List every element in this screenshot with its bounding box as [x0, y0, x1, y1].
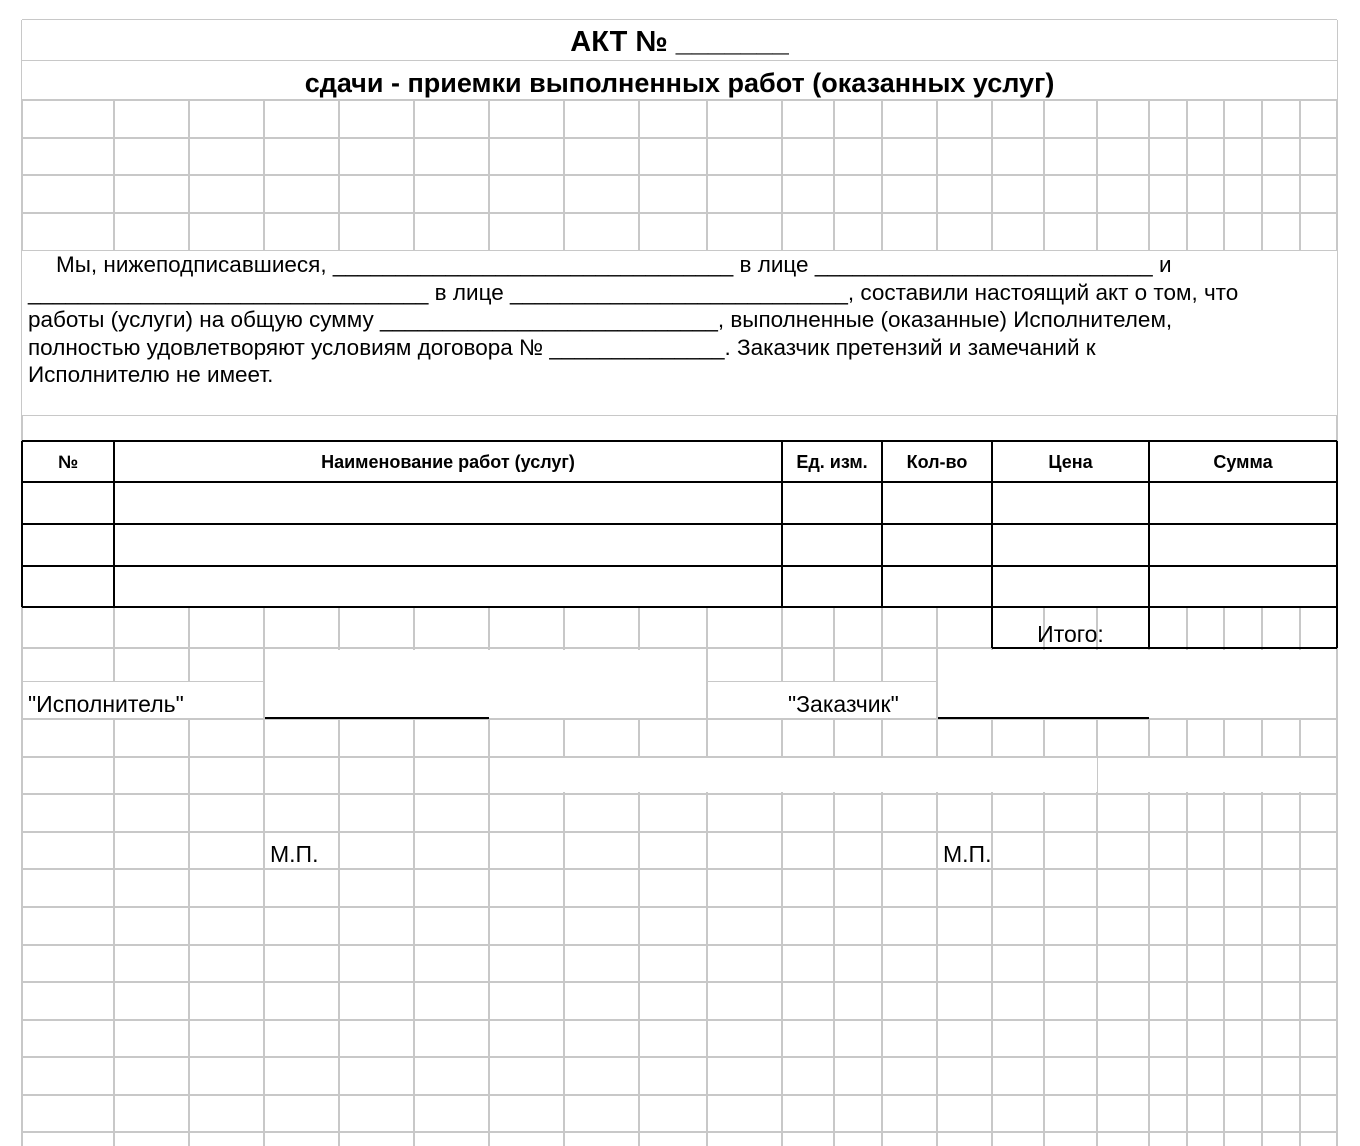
column-header-sum: Сумма — [1213, 452, 1273, 472]
table-cell[interactable] — [782, 566, 882, 606]
table-cell[interactable] — [22, 483, 114, 523]
table-cell[interactable] — [22, 566, 114, 606]
table-cell[interactable] — [992, 566, 1149, 606]
table-cell[interactable] — [114, 566, 782, 606]
column-header-number: № — [57, 452, 79, 472]
act-paragraph — [22, 251, 1337, 415]
table-cell[interactable] — [1149, 524, 1337, 565]
paragraph-line: ________________________________ в лице ___________________________, составили настоящий акт о том, что — [28, 279, 1239, 305]
table-cell[interactable] — [882, 566, 992, 606]
merged-blank-cell — [1098, 758, 1336, 792]
table-cell[interactable] — [782, 524, 882, 565]
customer-signature-line[interactable] — [938, 717, 1149, 719]
executor-label: "Исполнитель" — [28, 691, 184, 717]
paragraph-line: работы (услуги) на общую сумму ___________________________, выполненные (оказанные) Исполнителем, — [28, 307, 1173, 333]
customer-label: "Заказчик" — [788, 691, 899, 717]
table-cell[interactable] — [114, 524, 782, 565]
column-header-unit: Ед. изм. — [796, 452, 868, 472]
paragraph-line: Мы, нижеподписавшиеся, ________________________________ в лице ___________________________ и — [56, 252, 1172, 277]
table-cell[interactable] — [992, 524, 1149, 565]
column-header-price: Цена — [1048, 452, 1093, 472]
total-value[interactable] — [1149, 608, 1337, 648]
table-cell[interactable] — [882, 524, 992, 565]
table-cell[interactable] — [22, 524, 114, 565]
executor-signature-area — [265, 650, 706, 718]
merged-blank-cell — [491, 758, 1097, 792]
table-cell[interactable] — [1149, 483, 1337, 523]
total-label: Итого: — [1037, 621, 1104, 647]
executor-stamp-label: М.П. — [270, 841, 319, 867]
table-cell[interactable] — [782, 483, 882, 523]
column-header-quantity: Кол-во — [906, 452, 968, 472]
document-subtitle: сдачи - приемки выполненных работ (оказанных услуг) — [22, 61, 1337, 99]
customer-stamp-label: М.П. — [943, 841, 992, 867]
paragraph-line: Исполнителю не имеет. — [28, 362, 274, 388]
table-cell[interactable] — [992, 483, 1149, 523]
customer-signature-area — [938, 650, 1336, 718]
document-title: АКТ № _______ — [22, 20, 1337, 60]
executor-signature-line[interactable] — [265, 717, 489, 719]
table-cell[interactable] — [882, 483, 992, 523]
paragraph-line: полностью удовлетворяют условиям договора № ______________. Заказчик претензий и замечаний к — [28, 334, 1096, 360]
table-cell[interactable] — [1149, 566, 1337, 606]
column-header-name: Наименование работ (услуг) — [321, 452, 575, 472]
table-cell[interactable] — [114, 483, 782, 523]
